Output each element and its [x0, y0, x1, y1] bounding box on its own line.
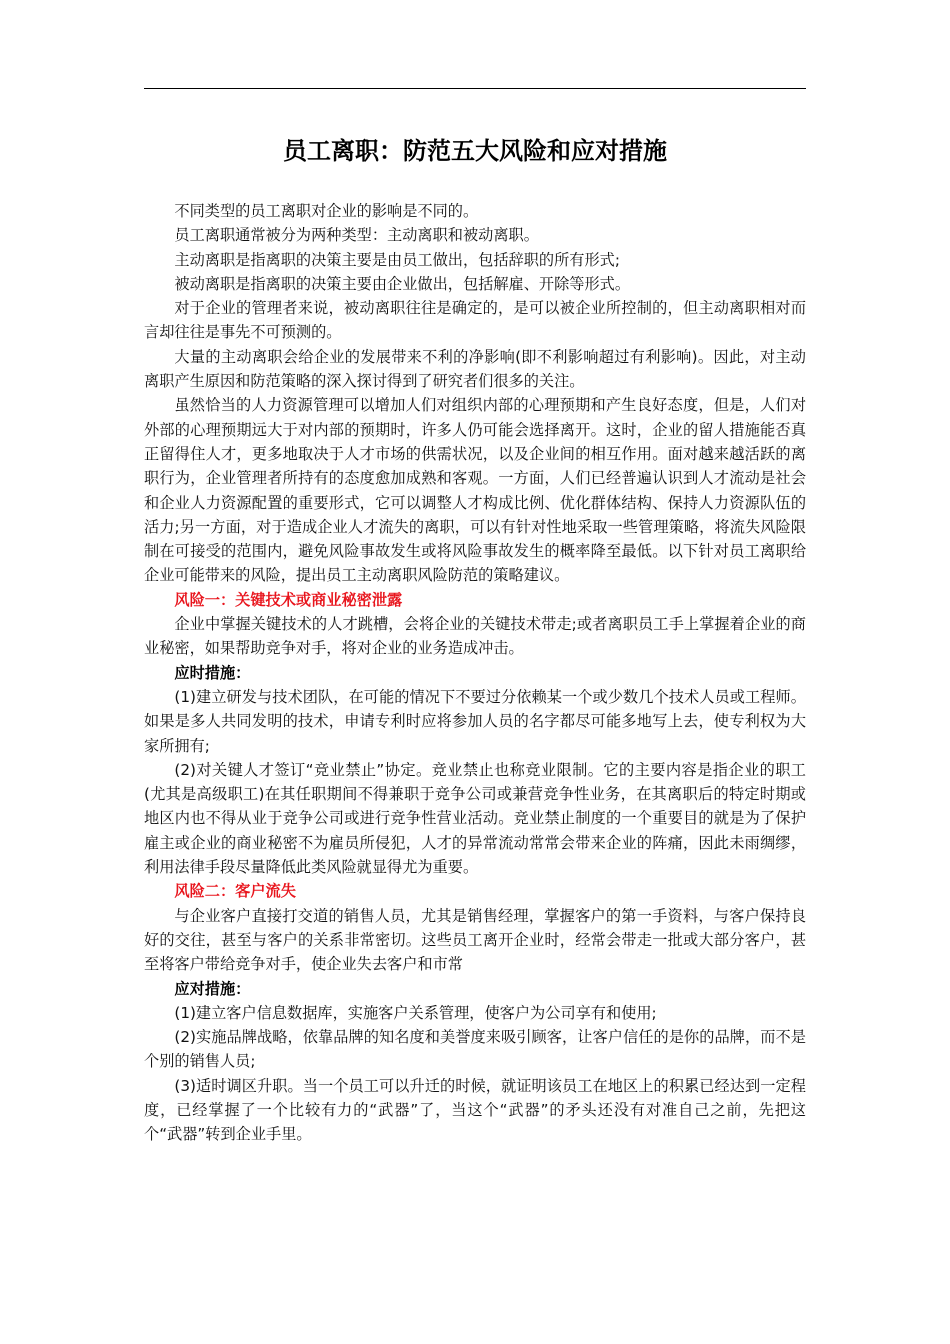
measures-heading: 应对措施：: [174, 979, 251, 998]
paragraph: (1)建立研发与技术团队，在可能的情况下不要过分依赖某一个或少数几个技术人员或工程师。如果是多人共同发明的技术，申请专利时应将参加人员的名字都尽可能多地写上去，使专利权为大家所拥有;: [144, 687, 806, 755]
paragraph: 主动离职是指离职的决策主要是由员工做出，包括辞职的所有形式;: [174, 250, 620, 269]
paragraph: 员工离职通常被分为两种类型：主动离职和被动离职。: [174, 226, 539, 245]
paragraph: (2)实施品牌战略，依靠品牌的知名度和美誉度来吸引顾客，让客户信任的是你的品牌，而不是个别的销售人员;: [144, 1028, 806, 1071]
paragraph: (3)适时调区升职。当一个员工可以升迁的时候，就证明该员工在地区上的积累已经达到一定程度，已经掌握了一个比较有力的“武器”了，当这个“武器”的矛头还没有对准自己之前，先把这个“武器”转到企业手里。: [144, 1076, 806, 1144]
paragraph: 大量的主动离职会给企业的发展带来不利的净影响(即不利影响超过有利影响)。因此，对主动离职产生原因和防范策略的深入探讨得到了研究者们很多的关注。: [144, 347, 806, 391]
header-rule: [144, 88, 806, 89]
paragraph: 不同类型的员工离职对企业的影响是不同的。: [174, 202, 479, 220]
paragraph: (1)建立客户信息数据库，实施客户关系管理，使客户为公司享有和使用;: [174, 1003, 657, 1022]
document-title: 员工离职：防范五大风险和应对措施: [283, 137, 667, 165]
measures-heading: 应时措施：: [174, 663, 251, 682]
paragraph: (2)对关键人才签订“竞业禁止”协定。竞业禁止也称竞业限制。它的主要内容是指企业的职工(尤其是高级职工)在其任职期间不得兼职于竞争公司或兼营竞争性业务，在其离职后的特定时期或地区内也不得从业于竞争公司或进行竞争性营业活动。竞业禁止制度的一个重要目的就是为了保护雇主或企业的商业秘密不为雇员所侵犯，人才的异常流动常常会带来企业的阵痛，因此未雨绸缪，利用法律手段尽量降低此类风险就显得尤为重要。: [144, 760, 806, 877]
risk-heading: 风险二：客户流失: [174, 882, 296, 901]
paragraph: 虽然恰当的人力资源管理可以增加人们对组织内部的心理预期和产生良好态度，但是，人们对外部的心理预期远大于对内部的预期时，许多人仍可能会选择离开。这时，企业的留人措施能否真正留得住人才，更多地取决于人才市场的供需状况，以及企业间的相互作用。面对越来越活跃的离职行为，企业管理者所持有的态度愈加成熟和客观。一方面，人们已经普遍认识到人才流动是社会和企业人力资源配置的重要形式，它可以调整人才构成比例、优化群体结构、保持人力资源队伍的活力;另一方面，对于造成企业人才流失的离职，可以有针对性地采取一些管理策略，将流失风险限制在可接受的范围内，避免风险事故发生或将风险事故发生的概率降至最低。以下针对员工离职给企业可能带来的风险，提出员工主动离职风险防范的策略建议。: [144, 396, 806, 585]
paragraph: 对于企业的管理者来说，被动离职往往是确定的，是可以被企业所控制的，但主动离职相对而言却往往是事先不可预测的。: [144, 299, 806, 342]
paragraph: 企业中掌握关键技术的人才跳槽，会将企业的关键技术带走;或者离职员工手上掌握着企业的商业秘密，如果帮助竞争对手，将对企业的业务造成冲击。: [144, 615, 806, 658]
risk-heading: 风险一：关键技术或商业秘密泄露: [174, 590, 403, 609]
document-body: [144, 199, 806, 1147]
paragraph: 被动离职是指离职的决策主要由企业做出，包括解雇、开除等形式。: [174, 274, 631, 293]
paragraph: 与企业客户直接打交道的销售人员，尤其是销售经理，掌握客户的第一手资料，与客户保持良好的交往，甚至与客户的关系非常密切。这些员工离开企业时，经常会带走一批或大部分客户，甚至将客户带给竞争对手，使企业失去客户和市常: [144, 906, 806, 974]
